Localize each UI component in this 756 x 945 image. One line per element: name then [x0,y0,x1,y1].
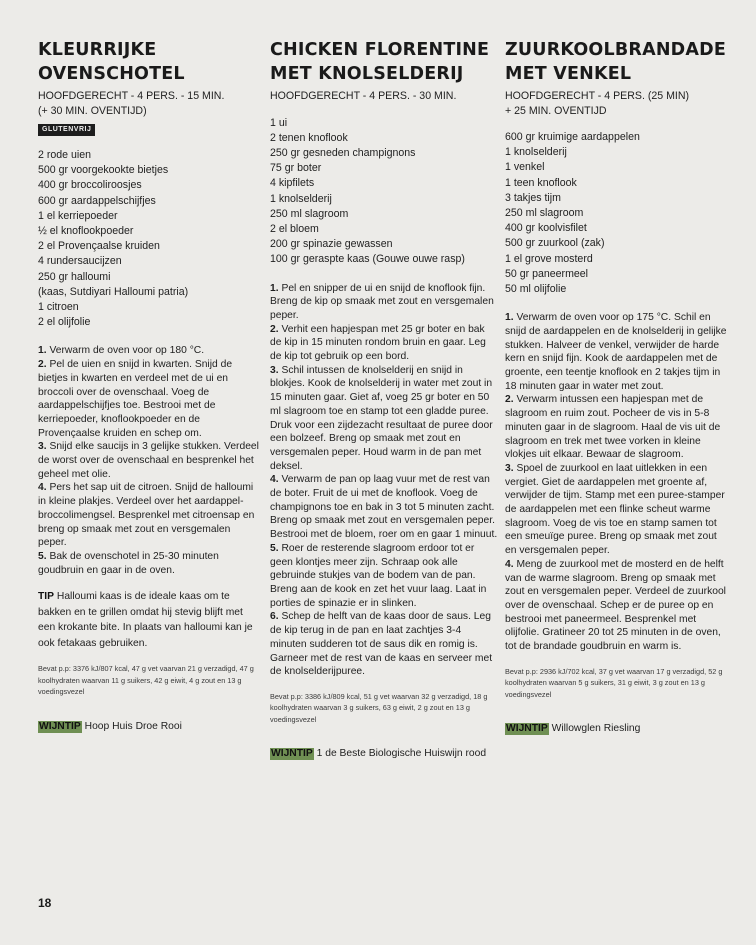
recipe-title [270,38,498,86]
ingredient-item: 1 el kerriepoeder [38,209,118,222]
step-number: 1. [270,282,279,294]
step-number: 1. [505,312,514,324]
ingredient-item: 100 gr geraspte kaas (Gouwe ouwe rasp) [270,253,465,266]
ingredient-item: 50 gr paneermeel [505,267,589,280]
ingredient-list [270,116,498,268]
step-item [270,610,498,679]
step-item [38,358,260,440]
ingredient-item: 250 gr gesneden champignons [270,146,416,159]
ingredient-item: 500 gr voorgekookte bietjes [38,164,169,177]
nutrition-info: Bevat p.p: 2936 kJ/702 kcal, 37 g vet waarvan 17 g verzadigd, 52 g koolhydraten waarvan 5 g suikers, 31 g eiwit, 3 g zout en 13 g voedingsvezel [505,666,723,699]
recipe-title-line: CHICKEN FLORENTINE [270,40,490,60]
step-number: 4. [505,558,514,570]
recipe-title-line: ZUURKOOLBRANDADE [505,40,727,60]
step-text: Pel de uien en snijd in kwarten. Snijd de bietjes in kwarten en verdeel met de ui en broccoli over de ovenschaal. Voeg de aardappelschijfjes toe. Bestrooi met de kerriepoeder, knoflookpoeder en de Provençaalse kruiden en schep om. [38,359,233,439]
step-text: Roer de resterende slagroom erdoor tot er geen klontjes meer zijn. Schraap ook alle gebruinde stukjes van de bodem van de pan. Breng aan de kook en zet het vuur laag. Laat in porties de spinazie er in slinken. [270,542,487,609]
step-number: 4. [270,474,279,486]
step-text: Verwarm intussen een hapjespan met de slagroom en ruim zout. Pocheer de vis in 5-8 minuten gaar in de slagroom. Haal de vis uit de slagroom en trek met twee vorken in kleine vlokjes uit elkaar. Bewaar de slagroom. [505,394,721,461]
recipe-meta-line: + 25 MIN. OVENTIJD [505,104,607,117]
ingredient-item: 4 rundersaucijzen [38,255,122,268]
step-item [38,481,260,550]
ingredient-item: (kaas, Sutdiyari Halloumi patria) [38,285,189,298]
step-text: Verhit een hapjespan met 25 gr boter en bak de kip in 15 minuten rondom bruin en gaar. Leg de kip tot gebruik op een bord. [270,323,486,363]
step-number: 2. [38,359,47,371]
recipe-meta-line: (+ 30 MIN. OVENTIJD) [38,104,147,117]
step-number: 5. [270,542,279,554]
step-item [38,550,260,577]
step-text: Verwarm de oven voor op 180 °C. [46,345,205,357]
ingredient-item: 250 gr halloumi [38,270,111,283]
step-item [505,311,727,393]
wine-tip-text: Willowglen Riesling [548,723,641,735]
step-text: Schil intussen de knolselderij en snijd in blokjes. Kook de knolselderij in water met zout in 15 minuten gaar. Giet af, voeg 25 gr boter en 50 ml slagroom toe en stamp tot een gladde puree. Druk voor een zijdezacht resultaat de puree door een bolzeef. Breng op smaak met zout en versgemalen peper. Houd warm in de pan met deksel. [270,364,493,472]
step-number: 2. [270,323,279,335]
ingredient-item: 600 gr kruimige aardappelen [505,131,640,143]
wine-tip [38,720,260,734]
step-item [270,323,498,364]
step-item [270,542,498,611]
step-item [505,393,727,462]
recipe-meta [505,89,727,118]
ingredient-item: 400 gr koolvisfilet [505,222,587,235]
ingredient-item: 2 el Provençaalse kruiden [38,240,160,253]
ingredient-item: 600 gr aardappelschijfjes [38,194,156,207]
step-text: Pers het sap uit de citroen. Snijd de halloumi in kleine plakjes. Verdeel over het aardappel-broccolimengsel. Besprenkel met citroensap en breng op smaak met zout en versgemalen peper. [38,482,255,549]
ingredient-item: 250 ml slagroom [505,207,584,220]
ingredient-item: 50 ml olijfolie [505,283,567,296]
recipe-title-line: MET KNOLSELDERIJ [270,64,464,84]
step-number: 5. [38,550,47,562]
step-text: Schep de helft van de kaas door de saus. Leg de kip terug in de pan en laat zachtjes 3-4 minuten sudderen tot de saus dik en romig is. Garneer met de rest van de kaas en serveer met de knolselderijpuree. [270,611,493,678]
step-item [38,440,260,481]
step-number: 1. [38,345,47,357]
ingredient-item: 1 teen knoflook [505,176,577,189]
step-text: Pel en snipper de ui en snijd de knoflook fijn. Breng de kip op smaak met zout en versgemalen peper. [270,282,494,321]
nutrition-info: Bevat p.p: 3376 kJ/807 kcal, 47 g vet vaarvan 21 g verzadigd, 47 g koolhydraten waarvan 11 g suikers, 42 g eiwit, 4 g zout en 13 g voedingsvezel [38,664,254,697]
preparation-steps [505,311,727,654]
ingredient-item: 1 citroen [38,301,79,314]
recipe-title-line: OVENSCHOTEL [38,64,185,84]
tip-label: TIP [38,591,55,603]
recipe-meta-line: HOOFDGERECHT - 4 PERS. (25 MIN) [505,90,690,102]
ingredient-item: 1 ui [270,116,288,129]
step-item [270,473,498,542]
wine-tip-label: WIJNTIP [39,720,81,732]
step-text: Verwarm de pan op laag vuur met de rest van de boter. Fruit de ui met de knoflook. Voeg de champignons toe en bak in 3 tot 5 minuten zacht. Breng op smaak met zout en versgemalen peper. Bestrooi met de bloem, roer om en gaar 1 minuut. [270,474,498,541]
recipe-meta [38,89,260,118]
step-number: 4. [38,482,47,494]
step-item [270,364,498,474]
step-text: Meng de zuurkool met de mosterd en de helft van de warme slagroom. Breng op smaak met zout en versgemalen peper. Verdeel de zuurkool over de ovenschaal. Schep er de puree op en bestrooi met paneermeel. Besprenkel met olijfolie. Gratineer 20 tot 25 minuten in de oven, tot de brandade goudbruin en warm is. [505,558,726,653]
wine-tip [505,722,727,736]
wine-tip-text: Hoop Huis Droe Rooi [81,720,182,732]
ingredient-item: 2 el bloem [270,222,319,235]
preparation-steps [38,344,260,577]
step-item [505,462,727,558]
ingredient-item: 200 gr spinazie gewassen [270,238,393,251]
ingredient-item: 1 knolselderij [505,146,567,159]
ingredient-item: 2 tenen knoflook [270,131,348,144]
step-number: 6. [270,611,279,623]
step-item [38,344,260,358]
page-number: 18 [38,896,52,910]
preparation-steps [270,282,498,679]
ingredient-item: 3 takjes tijm [505,191,561,204]
ingredient-item: 1 knolselderij [270,192,332,205]
step-number: 3. [505,462,514,474]
wine-tip-text: 1 de Beste Biologische Huiswijn rood [313,748,487,760]
step-text: Spoel de zuurkool en laat uitlekken in een vergiet. Giet de aardappelen met groente af, verwijder de tijm. Stamp met een puree-stamper de aardappelen met een flinke scheut warme slagroom. Voeg de vis toe en stamp samen tot een smeuïge puree. Breng op smaak met zout en versgemalen peper. [505,462,725,557]
ingredient-item: 500 gr zuurkool (zak) [505,237,605,250]
recipe-meta [270,89,498,104]
step-text: Snijd elke saucijs in 3 gelijke stukken. Verdeel de worst over de ovenschaal en besprenkel het geheel met olie. [38,441,259,480]
gluten-free-badge: GLUTENVRIJ [38,124,95,136]
recipe-meta-line: HOOFDGERECHT - 4 PERS. - 30 MIN. [270,90,457,102]
recipe-title [505,38,727,86]
recipe-column [505,38,727,736]
tip-text: Halloumi kaas is de ideale kaas om te bakken en te grillen omdat hij stevig blijft met een krokante bite. In plaats van halloumi kan je ook fetakaas gebruiken. [38,591,253,649]
step-text: Verwarm de oven voor op 175 °C. Schil en snijd de aardappelen en de knolselderij in gelijke stukken. Halveer de venkel, verwijder de harde kern en snijd fijn. Kook de aardappelen met de groente, een teentje knoflook en 2 takjes tijm in 18 minuten gaar in water met zout. [505,312,727,392]
wine-tip-label: WIJNTIP [271,748,313,760]
ingredient-item: 2 el olijfolie [38,316,91,329]
recipe-title [38,38,260,86]
ingredient-item: 1 el grove mosterd [505,252,593,265]
cooking-tip [38,589,260,651]
step-number: 3. [270,364,279,376]
recipe-meta-line: HOOFDGERECHT - 4 PERS. - 15 MIN. [38,90,225,102]
ingredient-list [505,130,727,297]
ingredient-item: 1 venkel [505,161,545,174]
ingredient-item: 4 kipfilets [270,177,315,190]
wine-tip [270,747,498,761]
recipe-column [38,38,260,733]
ingredient-item: 75 gr boter [270,162,322,175]
step-number: 3. [38,441,47,453]
step-item [505,558,727,654]
recipe-column [270,38,498,761]
ingredient-list [38,148,260,330]
recipe-title-line: MET VENKEL [505,64,632,84]
ingredient-item: ½ el knoflookpoeder [38,225,134,238]
step-text: Bak de ovenschotel in 25-30 minuten goudbruin en gaar in de oven. [38,550,219,576]
ingredient-item: 400 gr broccoliroosjes [38,179,142,192]
step-number: 2. [505,394,514,406]
ingredient-item: 250 ml slagroom [270,207,349,220]
wine-tip-label: WIJNTIP [506,723,548,735]
nutrition-info: Bevat p.p: 3386 kJ/809 kcal, 51 g vet waarvan 32 g verzadigd, 18 g koolhydraten waarvan 3 g suikers, 63 g eiwit, 2 g zout en 13 g voedingsvezel [270,691,488,724]
ingredient-item: 2 rode uien [38,149,92,161]
step-item [270,282,498,323]
recipe-title-line: KLEURRIJKE [38,40,157,60]
